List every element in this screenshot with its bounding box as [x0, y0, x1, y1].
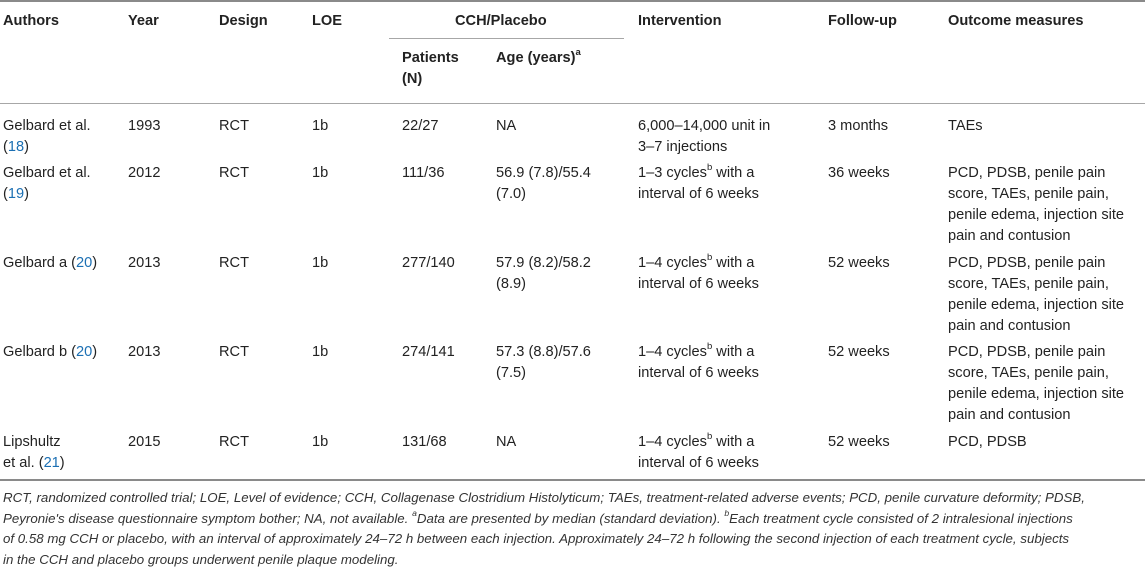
footnote-text: Each treatment cycle consisted of 2 intralesional injections	[729, 510, 1073, 526]
header-patients	[402, 48, 459, 90]
reference-link[interactable]: 21	[43, 455, 60, 471]
outcome-line: score, TAEs, penile pain,	[948, 276, 1109, 292]
intervention-text-2: interval of 6 weeks	[638, 276, 759, 292]
header-bottom-rule	[0, 103, 1145, 104]
header-cch-placebo: CCH/Placebo	[455, 13, 547, 29]
author-name: Gelbard et al.	[3, 118, 91, 134]
row-5-age: NA	[496, 434, 517, 450]
intervention-text: 1–4 cycles	[638, 434, 707, 450]
row-4-followup: 52 weeks	[828, 344, 890, 360]
intervention-text-cont: with a	[712, 344, 755, 360]
author-ref-open: et al. (	[3, 455, 44, 471]
row-2-patients: 111/36	[402, 165, 445, 181]
header-patients-unit: (N)	[402, 71, 423, 87]
footnote-marker-b: b	[706, 162, 713, 174]
intervention-text-cont: with a	[712, 434, 755, 450]
row-3-design: RCT	[219, 255, 249, 271]
row-4-author	[3, 342, 97, 363]
row-2-year: 2012	[128, 165, 161, 181]
age-value-2: (8.9)	[496, 276, 527, 292]
author-ref-close: )	[24, 186, 29, 202]
row-5-intervention	[638, 432, 759, 474]
intervention-text-2: 3–7 injections	[638, 139, 728, 155]
row-3-outcome	[948, 253, 1124, 337]
row-2-outcome	[948, 163, 1124, 247]
row-1-loe: 1b	[312, 118, 329, 134]
author-ref-close: )	[59, 455, 65, 471]
intervention-text: 1–4 cycles	[638, 255, 707, 271]
author-ref-open: (	[3, 186, 8, 202]
author-ref-close: )	[92, 344, 98, 360]
outcome-line: penile edema, injection site	[948, 207, 1125, 223]
row-5-outcome: PCD, PDSB	[948, 434, 1027, 450]
intervention-text-2: interval of 6 weeks	[638, 455, 759, 471]
outcome-line: PCD, PDSB, penile pain	[948, 344, 1106, 360]
footnote-line	[3, 509, 1143, 530]
row-5-year: 2015	[128, 434, 161, 450]
footnote-text: Data are presented by median (standard deviation).	[416, 510, 725, 526]
row-4-patients: 274/141	[402, 344, 455, 360]
footnote-text: Peyronie's disease questionnaire symptom bother; NA, not available.	[3, 510, 413, 526]
reference-link[interactable]: 18	[7, 139, 25, 155]
outcome-line: PCD, PDSB, penile pain	[948, 255, 1106, 271]
outcome-line: score, TAEs, penile pain,	[948, 365, 1109, 381]
author-ref-open: (	[3, 139, 8, 155]
reference-link[interactable]: 20	[76, 255, 93, 271]
author-name: Gelbard b (	[3, 344, 77, 360]
intervention-text: 1–4 cycles	[638, 344, 707, 360]
table-footnote	[3, 488, 1143, 571]
row-4-outcome	[948, 342, 1124, 426]
row-3-patients: 277/140	[402, 255, 455, 271]
footnote-line: of 0.58 mg CCH or placebo, with an interval of approximately 24–72 h between each injection. Approximately 24–72 h following the second injection of each treatment cycle, subjects	[3, 531, 1070, 547]
intervention-text-2: interval of 6 weeks	[638, 186, 759, 202]
intervention-text-cont: with a	[712, 165, 755, 181]
row-1-age: NA	[496, 118, 517, 134]
footnote-line: RCT, randomized controlled trial; LOE, Level of evidence; CCH, Collagenase Clostridium Histolyticum; TAEs, treatment-related adverse events; PCD, penile curvature deformity; PDSB,	[3, 490, 1085, 505]
outcome-line: score, TAEs, penile pain,	[948, 186, 1109, 202]
footnote-marker-b: b	[706, 431, 713, 443]
header-intervention: Intervention	[638, 13, 722, 29]
row-1-intervention	[638, 116, 770, 158]
outcome-line: pain and contusion	[948, 318, 1071, 334]
table-bottom-rule	[0, 479, 1145, 481]
intervention-text-2: interval of 6 weeks	[638, 365, 759, 381]
header-age	[496, 48, 581, 69]
row-3-author	[3, 253, 97, 274]
author-ref-close: )	[92, 255, 98, 271]
table-top-rule	[0, 0, 1145, 2]
row-2-age	[496, 163, 591, 205]
row-3-age	[496, 253, 591, 295]
outcome-line: PCD, PDSB, penile pain	[948, 165, 1106, 181]
header-age-label: Age (years)	[496, 50, 576, 66]
header-outcome: Outcome measures	[948, 13, 1084, 29]
row-1-patients: 22/27	[402, 118, 439, 134]
reference-link[interactable]: 19	[7, 186, 25, 202]
row-4-year: 2013	[128, 344, 161, 360]
row-3-year: 2013	[128, 255, 161, 271]
header-design: Design	[219, 13, 268, 29]
row-1-author	[3, 116, 91, 158]
row-1-followup: 3 months	[828, 118, 889, 134]
header-followup: Follow-up	[828, 13, 897, 29]
row-2-intervention	[638, 163, 759, 205]
row-5-design: RCT	[219, 434, 249, 450]
row-2-loe: 1b	[312, 165, 329, 181]
footnote-marker-b: b	[724, 508, 730, 519]
row-5-followup: 52 weeks	[828, 434, 890, 450]
row-3-loe: 1b	[312, 255, 329, 271]
outcome-line: pain and contusion	[948, 407, 1071, 423]
row-3-followup: 52 weeks	[828, 255, 890, 271]
row-2-author	[3, 163, 91, 205]
age-value-2: (7.5)	[496, 365, 527, 381]
footnote-marker-a: a	[412, 508, 417, 519]
row-2-design: RCT	[219, 165, 249, 181]
header-patients-label: Patients	[402, 50, 459, 66]
age-value-2: (7.0)	[496, 186, 527, 202]
row-4-age	[496, 342, 591, 384]
outcome-line: penile edema, injection site	[948, 297, 1125, 313]
header-year: Year	[128, 13, 159, 29]
row-4-intervention	[638, 342, 759, 384]
author-ref-close: )	[24, 139, 29, 155]
row-4-design: RCT	[219, 344, 249, 360]
header-loe: LOE	[312, 13, 342, 29]
author-name: Gelbard a (	[3, 255, 77, 271]
age-value: 57.3 (8.8)/57.6	[496, 344, 591, 360]
row-3-intervention	[638, 253, 759, 295]
row-1-year: 1993	[128, 118, 161, 134]
outcome-line: pain and contusion	[948, 228, 1071, 244]
row-4-loe: 1b	[312, 344, 329, 360]
footnote-marker-b: b	[706, 341, 713, 353]
footnote-line: in the CCH and placebo groups underwent penile plaque modeling.	[3, 552, 399, 568]
reference-link[interactable]: 20	[76, 344, 93, 360]
author-name: Gelbard et al.	[3, 165, 91, 181]
age-value: 57.9 (8.2)/58.2	[496, 255, 591, 271]
cch-group-rule	[389, 38, 624, 39]
row-5-patients: 131/68	[402, 434, 447, 450]
intervention-text: 1–3 cycles	[638, 165, 707, 181]
row-2-followup: 36 weeks	[828, 165, 890, 181]
footnote-marker-a: a	[575, 47, 581, 59]
row-1-outcome: TAEs	[948, 118, 983, 134]
footnote-marker-b: b	[706, 252, 713, 264]
header-authors: Authors	[3, 13, 59, 29]
intervention-text-cont: with a	[712, 255, 755, 271]
intervention-text: 6,000–14,000 unit in	[638, 118, 771, 134]
author-name: Lipshultz	[3, 434, 61, 450]
age-value: 56.9 (7.8)/55.4	[496, 165, 591, 181]
row-5-author	[3, 432, 65, 474]
row-1-design: RCT	[219, 118, 249, 134]
outcome-line: penile edema, injection site	[948, 386, 1125, 402]
row-5-loe: 1b	[312, 434, 329, 450]
